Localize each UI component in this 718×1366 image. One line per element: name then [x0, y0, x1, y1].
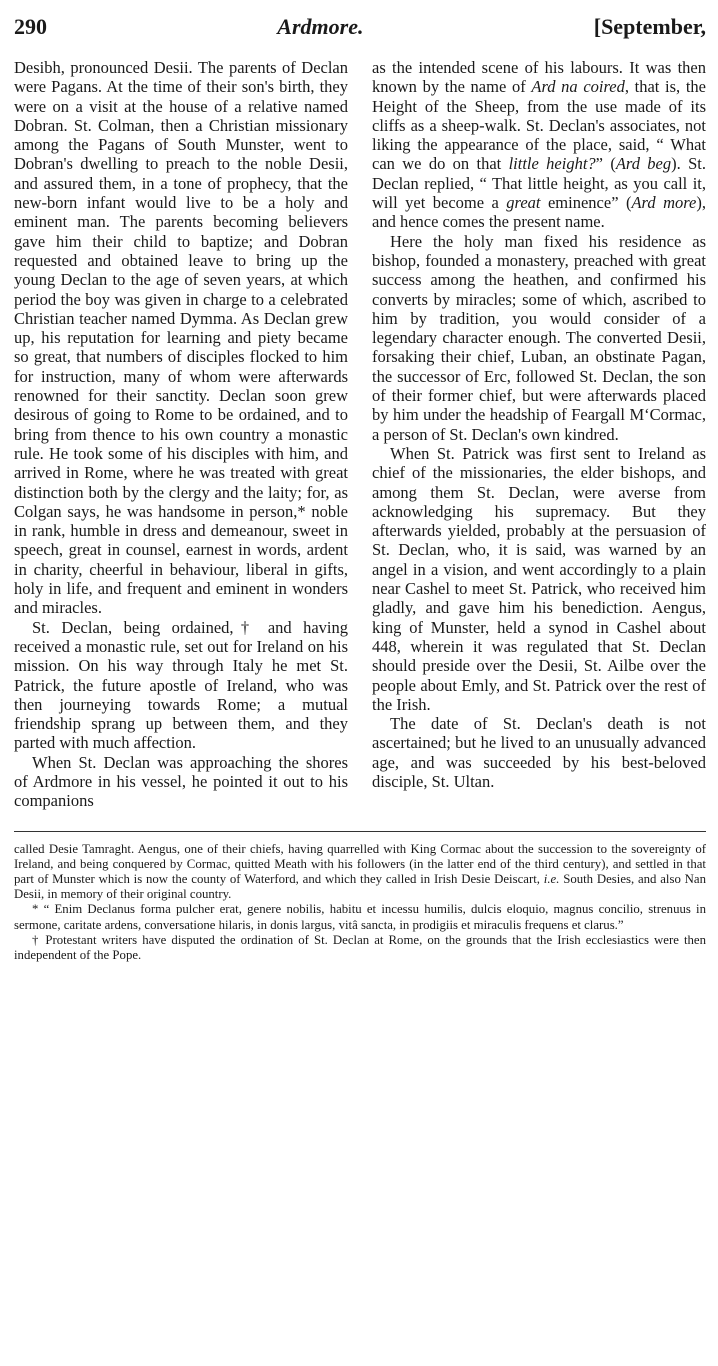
- footnote-dagger: † Protestant writers have disputed the ordination of St. Declan at Rome, on the grounds that the Irish ecclesiastics were then independent of the Pope.: [14, 932, 706, 962]
- italic-run: Ard beg: [615, 154, 672, 174]
- running-section: [September,: [593, 14, 706, 39]
- text-columns: [14, 58, 706, 811]
- left-column: [14, 58, 348, 811]
- text-run: as the intended scene of his labours. It was then known by the name of: [372, 58, 706, 97]
- running-title: Ardmore.: [277, 14, 364, 39]
- right-paragraph-3: When St. Patrick was first sent to Ireland as chief of the missionaries, the elder bishops, and among them St. Declan, were averse from acknowledging his supremacy. But they afterwards yielded, probably at the persuasion of St. Declan, who, it is said, was warned by an angel in a vision, and went accordingly to a plain near Cashel to meet St. Patrick, who received him gladly, and gave him his benediction. Aengus, king of Munster, held a synod in Cashel about 448, wherein it was regulated that St. Declan should preside over the Desii, St. Ailbe over the people about Emly, and St. Patrick over the rest of the Irish.: [372, 443, 706, 714]
- italic-run: Ard more: [631, 193, 697, 213]
- text-run: , that is, the Height of the Sheep, from the use made of its cliffs as a sheep-walk. St. Declan's associates, not liking the appearance of the place, said, “ What can we do on that: [372, 77, 706, 174]
- italic-run: little height?: [508, 154, 596, 174]
- right-paragraph-2: Here the holy man fixed his residence as bishop, founded a monastery, preached with great success among the heathen, and confirmed his converts by miracles; some of which, ascribed to him by tradition, you would consider of a legendary character enough. The converted Desii, forsaking their chief, Luban, an obstinate Pagan, the successor of Erc, followed St. Declan, the son of their former chief, but were afterwards placed by him under the headship of Feargall M‘Cormac, a person of St. Declan's own kindred.: [372, 231, 706, 444]
- running-head: [14, 14, 706, 52]
- left-paragraph-2: St. Declan, being ordained,† and having received a monastic rule, set out for Ireland on his mission. On his way through Italy he met St. Patrick, the future apostle of Ireland, who was then journeying towards Rome; a mutual friendship sprang up between them, and they parted with much affection.: [14, 617, 348, 753]
- footnote-rule: [14, 831, 706, 832]
- italic-run: great: [506, 193, 541, 213]
- text-run: South Desies, and also Nan Desii, in memory of their original country.: [14, 871, 706, 902]
- footnote-star: * “ Enim Declanus forma pulcher erat, genere nobilis, habitu et incessu humilis, dulcis eloquio, magnus concilio, strenuus in sermone, caritate ardens, conversatione hilaris, in donis largus, vitâ sancta, in prodigiis et miraculis frequens et clarus.”: [14, 902, 706, 932]
- right-column: [372, 58, 706, 811]
- text-run: called Desie Tamraght. Aengus, one of their chiefs, having quarrelled with King Cormac about the succession to the sovereignty of Ireland, and being conquered by Cormac, quitted Meath with his followers (in the latter end of the third century), and settled in that part of Munster which is now the county of Waterford, and which they called in Irish Desie Deiscart,: [14, 841, 706, 886]
- left-paragraph-3: When St. Declan was approaching the shores of Ardmore in his vessel, he pointed it out to his companions: [14, 752, 348, 811]
- italic-run: i.e.: [543, 871, 560, 886]
- footnote-continued: [14, 842, 706, 903]
- page-number: 290: [14, 14, 47, 39]
- italic-run: Ard na coired: [531, 77, 625, 97]
- text-run: ), and hence comes the present name.: [372, 193, 706, 232]
- right-paragraph-1: [372, 58, 706, 232]
- text-run: ). St. Declan replied, “ That little height, as you call it, will yet become a: [372, 154, 706, 213]
- left-paragraph-1: Desibh, pronounced Desii. The parents of Declan were Pagans. At the time of their son's birth, they were on a visit at the house of a relative named Dobran. St. Colman, then a Christian missionary among the Pagans of South Munster, went to Dobran's dwelling to preach to the noble Desii, and assured them, in a tone of prophecy, that the new-born infant would live to be a holy and eminent man. The parents becoming believers gave him their child to baptize; and Dobran requested and obtained leave to bring up the young Declan to the age of seven years, at which period the boy was given in charge to a celebrated Christian teacher named Dymma. As Declan grew up, his reputation for learning and piety became so great, that numbers of disciples flocked to him for instruction, many of whom were afterwards renowned for their sanctity. Declan soon grew desirous of going to Rome to be ordained, and to bring from thence to his own country a monastic rule. He took some of his disciples with him, and arrived in Rome, where he was treated with great distinction both by the clergy and the laity; for, as Colgan says, he was handsome in person,* noble in rank, humble in dress and demeanour, sweet in speech, great in counsel, earnest in words, ardent in charity, cheerful in behaviour, liberal in gifts, holy in life, and frequent and eminent in wonders and miracles.: [14, 58, 348, 618]
- text-run: eminence” (: [540, 193, 632, 213]
- text-run: ” (: [595, 154, 616, 174]
- footnotes: [14, 842, 706, 964]
- right-paragraph-4: The date of St. Declan's death is not ascertained; but he lived to an unusually advanced age, and was succeeded by his best-beloved disciple, St. Ultan.: [372, 714, 706, 791]
